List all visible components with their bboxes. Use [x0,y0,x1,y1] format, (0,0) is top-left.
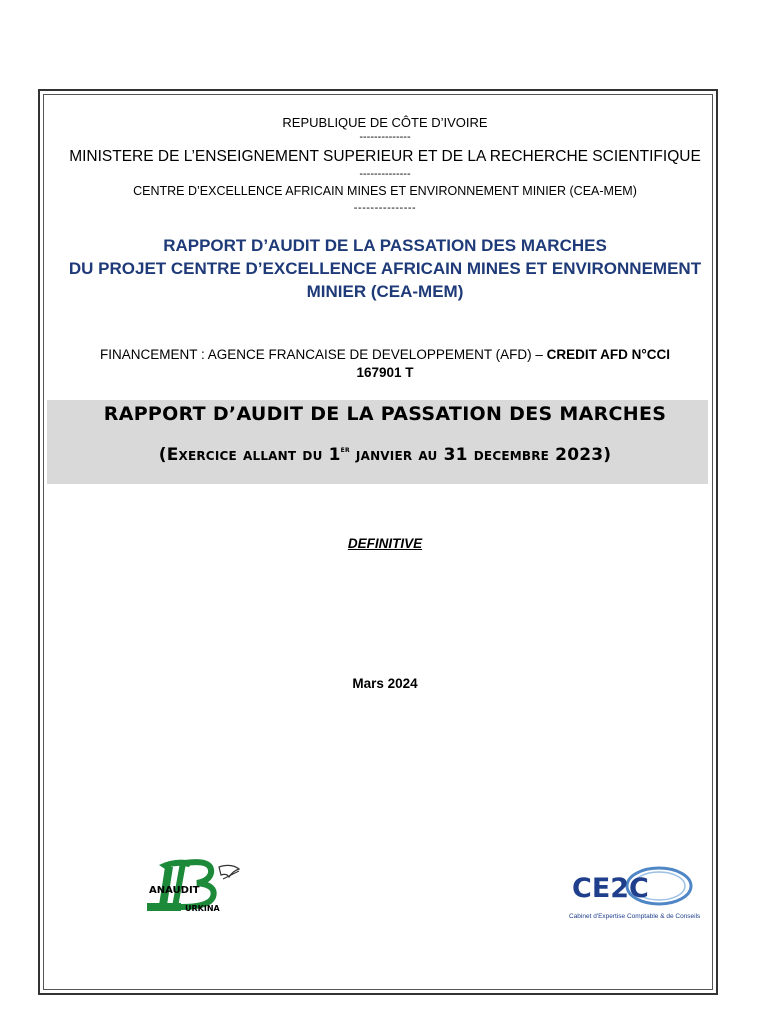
band-subtitle-sup: er [340,445,350,455]
logo-right-brand: CE2C [572,873,649,904]
report-title-line3: MINIER (CEA-MEM) [306,282,464,301]
document-status: DEFINITIVE [347,536,423,551]
separator: -------------- [359,168,411,180]
financing-credit-number: 167901 T [356,365,414,380]
separator: -------------- [359,131,411,143]
financing-credit: CREDIT AFD N°CCI [546,347,670,362]
financing-label: FINANCEMENT : AGENCE FRANCAISE DE DEVELOPPEMENT (AFD) – [100,347,547,362]
band-subtitle-suffix: janvier au 31 decembre 2023) [349,445,612,465]
ce2c-logo [567,864,705,924]
separator: --------------- [353,202,417,214]
document-date: Mars 2024 [352,676,418,691]
financing-statement [0,346,770,382]
report-title-line2: DU PROJET CENTRE D’EXCELLENCE AFRICAIN MINES ET ENVIRONNEMENT [68,259,702,278]
ministry-line: MINISTERE DE L’ENSEIGNEMENT SUPERIEUR ET DE LA RECHERCHE SCIENTIFIQUE [69,148,701,165]
logo-left-text2: URKINA [185,904,220,913]
band-subtitle [0,445,770,465]
logo-left-text1: ANAUDIT [149,885,200,896]
band-subtitle-prefix: (Exercice allant du 1 [158,445,341,465]
republic-line: REPUBLIQUE DE CÔTE D’IVOIRE [282,115,488,130]
centre-line: CENTRE D’EXCELLENCE AFRICAIN MINES ET ENVIRONNEMENT MINIER (CEA-MEM) [133,184,637,198]
panaudit-burkina-logo [145,855,253,913]
logo-right-tagline: Cabinet d'Expertise Comptable & de Conseils [569,913,701,920]
report-title-line1: RAPPORT D’AUDIT DE LA PASSATION DES MARCHES [163,236,607,255]
band-title: RAPPORT D’AUDIT DE LA PASSATION DES MARCHES [103,403,667,425]
report-title [0,234,770,303]
